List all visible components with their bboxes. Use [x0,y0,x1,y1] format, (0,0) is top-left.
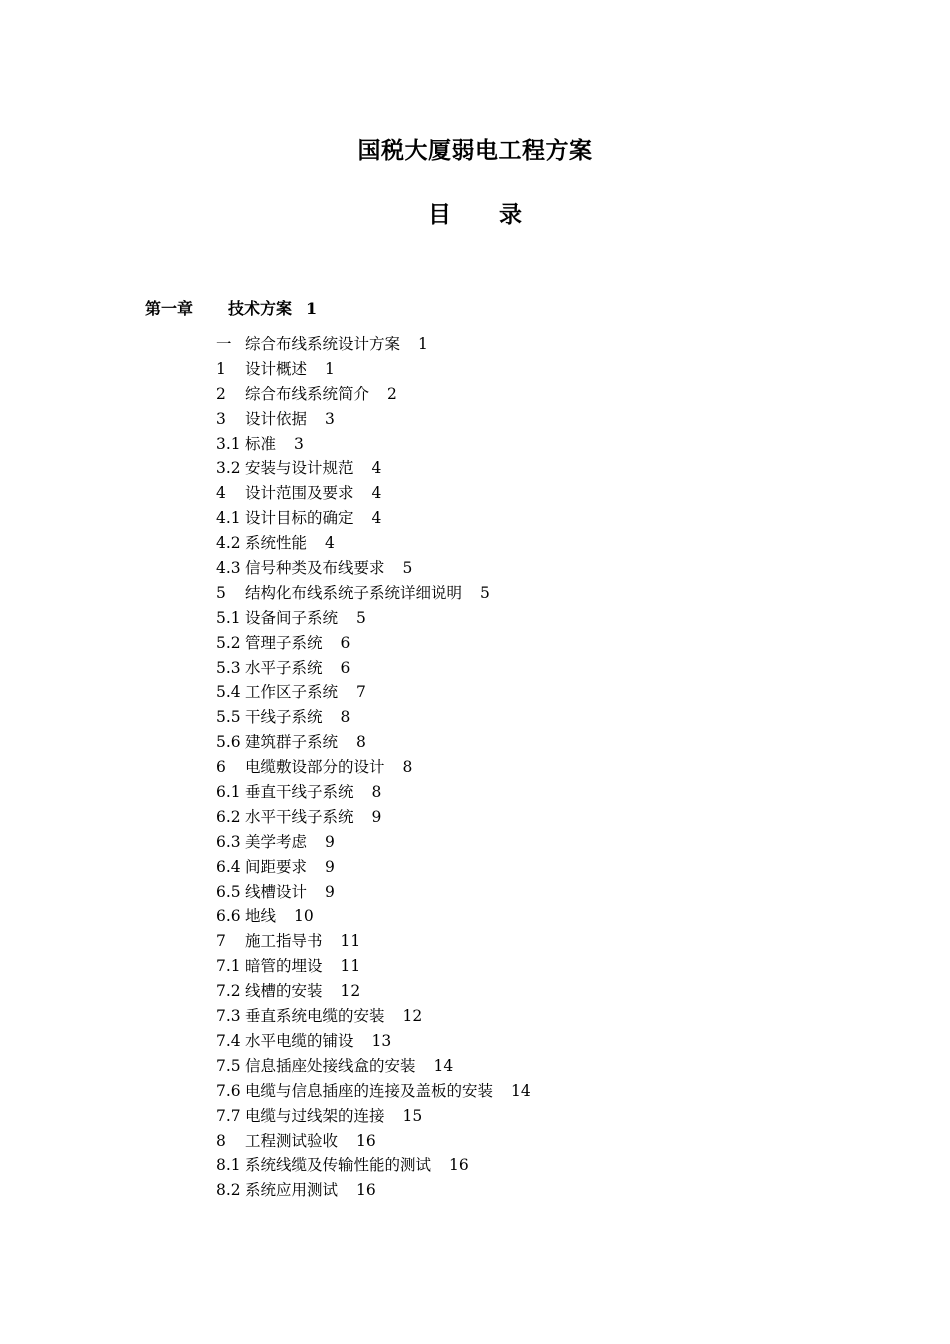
toc-entry-page-number: 2 [387,384,397,403]
toc-entry-page-number: 11 [340,957,361,976]
toc-entry-title: 水平子系统 [245,658,323,677]
toc-entry-page-number: 10 [294,907,314,926]
toc-entry[interactable] [216,904,531,929]
toc-entry-number: 8.2 [216,1181,241,1200]
toc-entry-page-number: 3 [325,409,335,428]
toc-entry-number: 5.1 [216,608,241,627]
toc-entry-title: 设计依据 [245,409,308,428]
toc-entry-page-number: 4 [371,509,382,528]
document-title: 国税大厦弱电工程方案 [357,137,593,164]
toc-entry-title: 工程测试验收 [245,1131,339,1150]
toc-entry[interactable] [216,855,531,880]
toc-entry-number: 7.1 [216,957,241,976]
chapter-title: 技术方案 [228,299,293,318]
toc-entry[interactable] [216,357,531,382]
toc-entry-page-number: 8 [402,758,413,777]
toc-entry-title: 电缆与过线架的连接 [245,1106,385,1125]
toc-entry-number: 5.5 [216,708,241,727]
toc-entry-list [216,332,531,1203]
toc-entry-page-number: 16 [449,1156,469,1175]
toc-entry-page-number: 4 [371,459,382,478]
toc-entry-number: 6.3 [216,832,241,851]
toc-entry-number: 7.4 [216,1031,241,1050]
toc-entry-number: 5.4 [216,683,241,702]
toc-entry-page-number: 14 [433,1056,454,1075]
toc-entry[interactable] [216,506,531,531]
toc-entry-title: 工作区子系统 [245,683,339,702]
toc-entry-number: 5.3 [216,658,241,677]
toc-entry-number: 7.5 [216,1056,241,1075]
toc-entry-title: 信息插座处接线盒的安装 [245,1056,416,1075]
toc-entry-title: 线槽的安装 [245,982,323,1001]
toc-entry-page-number: 5 [356,608,366,627]
toc-entry-page-number: 13 [371,1031,392,1050]
toc-entry-title: 间距要求 [245,857,308,876]
toc-entry-title: 水平干线子系统 [245,807,354,826]
toc-entry[interactable] [216,880,531,905]
toc-entry[interactable] [216,1054,531,1079]
toc-entry-number: 6.5 [216,882,241,901]
toc-entry[interactable] [216,606,531,631]
toc-entry[interactable] [216,680,531,705]
toc-entry[interactable] [216,1153,531,1178]
toc-entry[interactable] [216,1104,531,1129]
toc-entry-number: 6.2 [216,807,241,826]
toc-entry-number: 4.2 [216,534,241,553]
toc-heading-char-1: 目 [428,201,451,228]
toc-entry-page-number: 16 [356,1181,376,1200]
toc-entry[interactable] [216,432,531,457]
toc-entry[interactable] [216,1029,531,1054]
toc-entry-number: 3 [216,409,226,428]
toc-entry[interactable] [216,556,531,581]
toc-entry-page-number: 7 [356,683,366,702]
toc-entry-title: 系统应用测试 [245,1181,339,1200]
toc-entry-page-number: 8 [356,733,366,752]
toc-entry[interactable] [216,382,531,407]
toc-entry[interactable] [216,954,531,979]
toc-entry-title: 管理子系统 [245,633,323,652]
toc-entry-number: 3.2 [216,459,241,478]
toc-entry[interactable] [216,332,531,357]
toc-entry-title: 线槽设计 [245,882,308,901]
toc-entry-page-number: 9 [371,807,382,826]
toc-entry-title: 设计范围及要求 [245,484,354,503]
toc-entry-title: 设计目标的确定 [245,509,354,528]
toc-entry-number: 7.2 [216,982,241,1001]
toc-entry-title: 电缆与信息插座的连接及盖板的安装 [245,1081,494,1100]
toc-entry-title: 美学考虑 [245,832,308,851]
toc-entry-number: 4.1 [216,509,241,528]
toc-entry-page-number: 3 [294,434,304,453]
toc-heading-char-2: 录 [499,201,522,228]
toc-entry-page-number: 9 [325,882,335,901]
toc-entry-number: 2 [216,384,226,403]
toc-entry-title: 建筑群子系统 [245,733,339,752]
toc-entry-number: 一 [216,335,232,353]
toc-entry[interactable] [216,1178,531,1203]
toc-entry-title: 结构化布线系统子系统详细说明 [245,583,463,602]
toc-entry[interactable] [216,730,531,755]
toc-entry-page-number: 4 [325,534,335,553]
toc-entry[interactable] [216,456,531,481]
toc-entry-number: 6.1 [216,783,241,802]
toc-entry-title: 综合布线系统设计方案 [245,335,401,353]
toc-entry-page-number: 1 [418,335,428,353]
toc-entry[interactable] [216,407,531,432]
toc-entry-number: 6 [216,758,226,777]
toc-entry-page-number: 1 [325,359,335,378]
toc-entry[interactable] [216,531,531,556]
toc-entry-title: 地线 [245,907,277,926]
toc-entry-title: 干线子系统 [245,708,323,727]
toc-entry-number: 5.6 [216,733,241,752]
toc-entry-page-number: 5 [480,583,490,602]
toc-entry-page-number: 12 [402,1007,423,1026]
toc-entry[interactable] [216,631,531,656]
toc-entry[interactable] [216,830,531,855]
toc-entry-page-number: 14 [511,1081,531,1100]
toc-entry[interactable] [216,929,531,954]
chapter-page-number: 1 [306,299,318,318]
toc-entry[interactable] [216,979,531,1004]
toc-entry-title: 安装与设计规范 [245,459,354,478]
toc-entry-page-number: 9 [325,832,335,851]
toc-entry-number: 4 [216,484,226,503]
toc-entry[interactable] [216,805,531,830]
toc-entry-number: 5.2 [216,633,241,652]
toc-entry-number: 6.6 [216,907,241,926]
toc-entry-number: 6.4 [216,857,241,876]
toc-entry-number: 1 [216,359,226,378]
toc-entry-title: 垂直干线子系统 [245,783,354,802]
toc-entry-title: 信号种类及布线要求 [245,559,385,578]
toc-entry-title: 系统性能 [245,534,308,553]
toc-entry-number: 5 [216,583,226,602]
toc-entry-title: 施工指导书 [245,932,323,951]
toc-entry-title: 水平电缆的铺设 [245,1031,354,1050]
toc-entry-title: 电缆敷设部分的设计 [245,758,385,777]
toc-entry-page-number: 8 [340,708,351,727]
toc-entry[interactable] [216,1079,531,1104]
toc-entry-page-number: 16 [356,1131,376,1150]
toc-entry-page-number: 8 [371,783,382,802]
toc-entry-number: 8 [216,1131,226,1150]
toc-entry-number: 7.6 [216,1081,241,1100]
toc-entry-title: 垂直系统电缆的安装 [245,1007,385,1026]
toc-entry[interactable] [216,755,531,780]
toc-entry[interactable] [216,780,531,805]
toc-entry-page-number: 6 [340,658,351,677]
toc-chapter-entry[interactable] [145,297,317,321]
toc-entry-page-number: 5 [402,559,413,578]
toc-entry-title: 设计概述 [245,359,308,378]
toc-entry[interactable] [216,705,531,730]
toc-entry[interactable] [216,581,531,606]
toc-entry-number: 7 [216,932,226,951]
toc-entry-page-number: 11 [340,932,361,951]
toc-entry-title: 综合布线系统简介 [245,384,370,403]
toc-entry-number: 7.7 [216,1106,241,1125]
toc-entry-page-number: 9 [325,857,335,876]
toc-entry[interactable] [216,1129,531,1154]
chapter-number: 第一章 [145,299,194,318]
toc-entry-number: 7.3 [216,1007,241,1026]
toc-entry-page-number: 4 [371,484,382,503]
toc-entry-title: 暗管的埋设 [245,957,323,976]
toc-entry-number: 4.3 [216,559,241,578]
toc-entry-number: 8.1 [216,1156,241,1175]
toc-entry-title: 系统线缆及传输性能的测试 [245,1156,432,1175]
toc-entry[interactable] [216,481,531,506]
toc-entry-page-number: 12 [340,982,361,1001]
toc-entry-title: 设备间子系统 [245,608,339,627]
toc-entry[interactable] [216,1004,531,1029]
toc-entry-page-number: 15 [402,1106,423,1125]
toc-heading [0,200,950,230]
toc-entry[interactable] [216,656,531,681]
toc-entry-title: 标准 [245,434,277,453]
toc-entry-page-number: 6 [340,633,351,652]
toc-entry-number: 3.1 [216,434,241,453]
